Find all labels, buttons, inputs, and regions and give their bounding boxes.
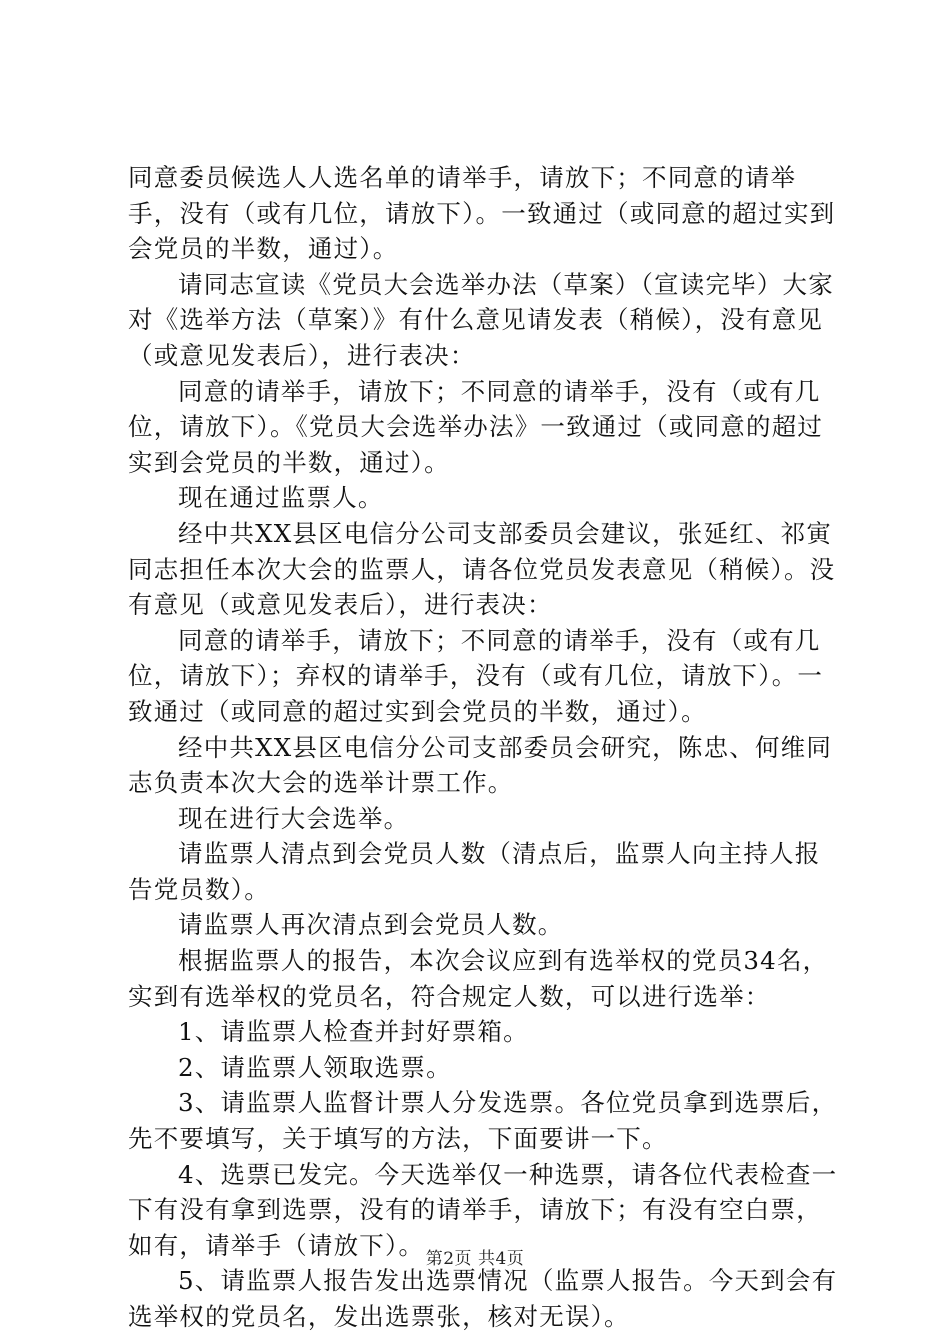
list-item: 5、请监票人报告发出选票情况（监票人报告。今天到会有选举权的党员名，发出选票张，核对无误）。 (128, 1266, 838, 1331)
paragraph: 根据监票人的报告，本次会议应到有选举权的党员34名，实到有选举权的党员名，符合规定人数，可以进行选举： (128, 946, 829, 1011)
paragraph: 同意委员候选人人选名单的请举手，请放下；不同意的请举手，没有（或有几位，请放下）。一致通过（或同意的超过实到会党员的半数，通过）。 (128, 163, 836, 264)
paragraph: 现在通过监票人。 (178, 483, 384, 513)
paragraph: 经中共XX县区电信分公司支部委员会研究，陈忠、何维同志负责本次大会的选举计票工作。 (128, 732, 833, 798)
list-item: 4、选票已发完。今天选举仅一种选票，请各位代表检查一下有没有拿到选票，没有的请举手，请放下；有没有空白票，如有，请举手（请放下）。 (128, 1159, 838, 1260)
paragraph: 同意的请举手，请放下；不同意的请举手，没有（或有几位，请放下）；弃权的请举手，没有（或有几位，请放下）。一致通过（或同意的超过实到会党员的半数，通过）。 (128, 625, 824, 726)
paragraph: 经中共XX县区电信分公司支部委员会建议，张延红、祁寅同志担任本次大会的监票人，请各位党员发表意见（稍候）。没有意见（或意见发表后），进行表决： (128, 518, 836, 620)
page-footer: 第2页 共4页 (425, 1249, 525, 1269)
list-item: 2、请监票人领取选票。 (178, 1052, 452, 1082)
document-body (128, 160, 838, 1335)
paragraph: 请监票人再次清点到会党员人数。 (178, 910, 564, 940)
list-item: 3、请监票人监督计票人分发选票。各位党员拿到选票后，先不要填写，关于填写的方法，下面要讲一下。 (128, 1088, 838, 1154)
paragraph: 现在进行大会选举。 (178, 803, 410, 833)
paragraph: 请同志宣读《党员大会选举办法（草案）（宣读完毕）大家对《选举方法（草案）》有什么意见请发表（稍候），没有意见（或意见发表后），进行表决： (128, 269, 834, 370)
paragraph: 同意的请举手，请放下；不同意的请举手，没有（或有几位，请放下）。《党员大会选举办法》一致通过（或同意的超过实到会党员的半数，通过）。 (128, 376, 824, 477)
paragraph: 请监票人清点到会党员人数（清点后，监票人向主持人报告党员数）。 (128, 839, 821, 904)
list-item: 1、请监票人检查并封好票箱。 (178, 1017, 529, 1047)
